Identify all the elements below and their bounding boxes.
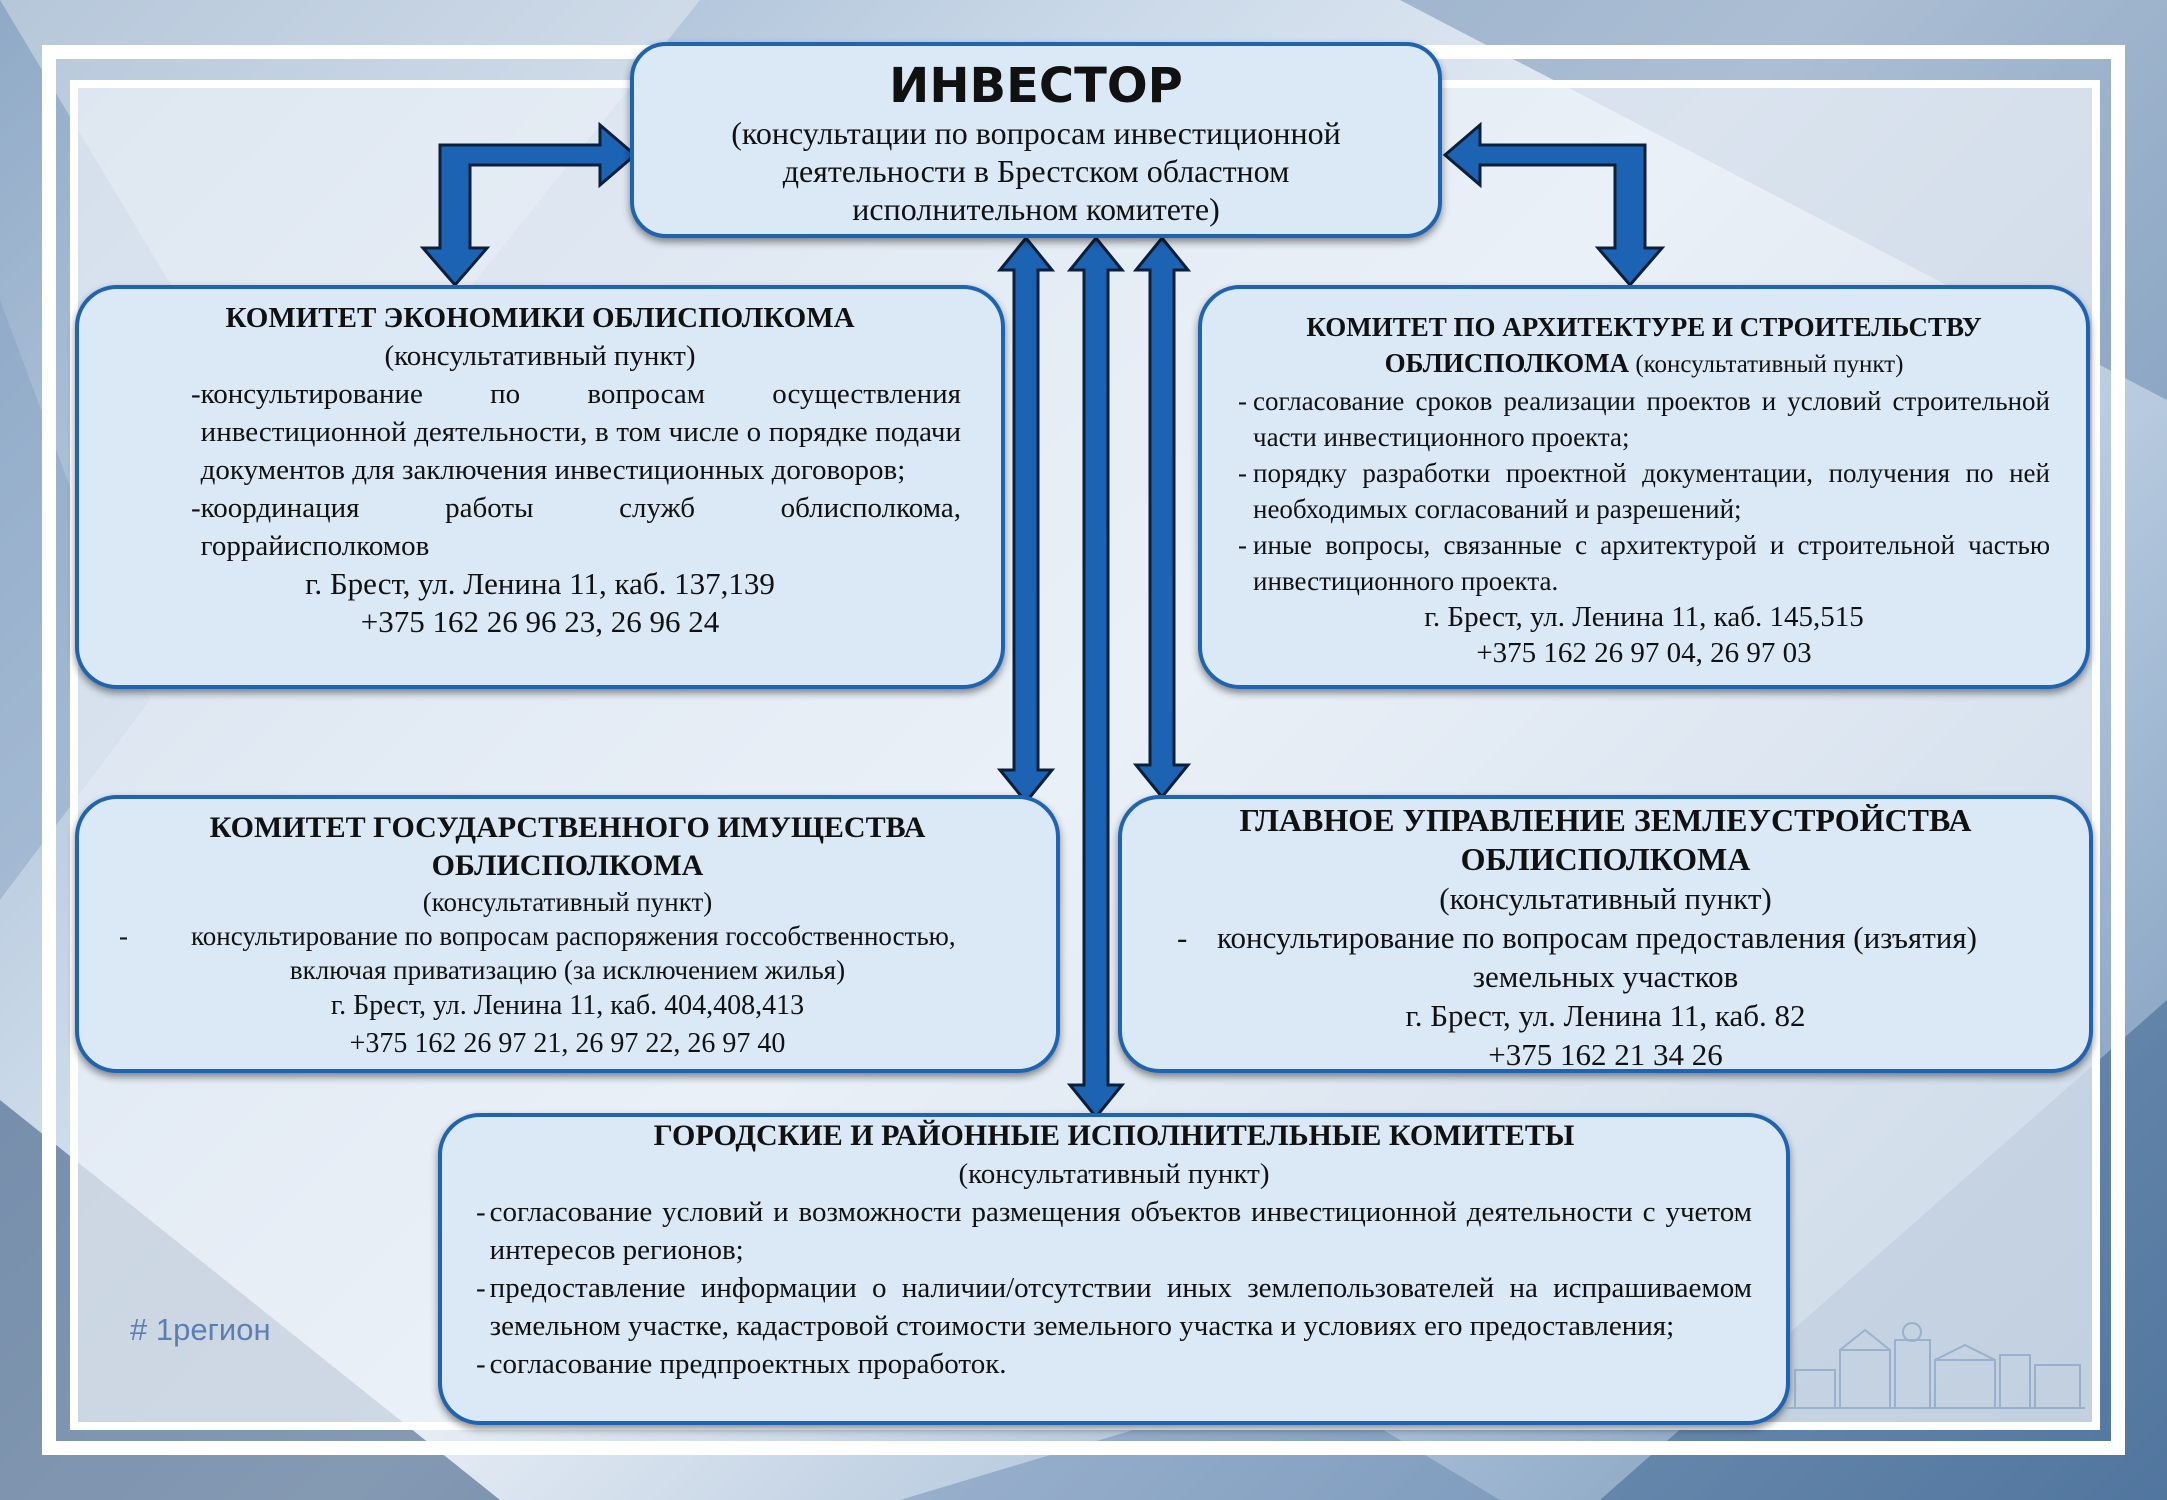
land-address: г. Брест, ул. Ленина 11, каб. 82	[1405, 998, 1806, 1033]
land-item-text: консультирование по вопросам предоставления (изъятия)	[1217, 920, 1977, 955]
land-phone: +375 162 21 34 26	[1488, 1037, 1723, 1072]
land-item-line2: земельных участков	[1472, 959, 1739, 994]
property-item-line1	[79, 919, 1056, 953]
economy-phone: +375 162 26 96 23, 26 96 24	[360, 604, 720, 639]
investor-subtitle-line3: исполнительном комитете)	[852, 191, 1220, 227]
architecture-phone: +375 162 26 97 04, 26 97 03	[1476, 637, 1812, 669]
district-subtitle: (консультативный пункт)	[958, 1158, 1270, 1190]
district-item-text: согласование предпроектных проработок.	[489, 1348, 1007, 1380]
district-committees-box	[438, 1113, 1790, 1425]
district-item-3	[476, 1345, 1752, 1383]
land-title-line1: ГЛАВНОЕ УПРАВЛЕНИЕ ЗЕМЛЕУСТРОЙСТВА	[1239, 802, 1972, 838]
bullet-dash: -	[1238, 386, 1247, 416]
property-item-line2: включая приватизацию (за исключением жилья)	[289, 955, 846, 985]
land-item-line1	[1122, 918, 2089, 957]
economy-item-text: координация работы служб облисполкома, горрайисполкомов	[200, 492, 961, 562]
architecture-subtitle: (консультативный пункт)	[1629, 351, 1904, 378]
district-item-2	[476, 1269, 1752, 1345]
architecture-item-1	[1238, 383, 2050, 455]
bullet-dash: -	[191, 378, 201, 410]
land-subtitle: (консультативный пункт)	[1439, 881, 1772, 916]
bullet-dash: -	[476, 1196, 486, 1228]
land-title-line2: ОБЛИСПОЛКОМА	[1460, 841, 1751, 877]
economy-subtitle: (консультативный пункт)	[384, 340, 696, 372]
architecture-title-org: ОБЛИСПОЛКОМА	[1384, 348, 1630, 378]
bullet-dash: -	[191, 492, 201, 524]
property-address: г. Брест, ул. Ленина 11, каб. 404,408,413	[330, 990, 805, 1021]
district-item-text: согласование условий и возможности размещения объектов инвестиционной деятельности с учетом интересов регионов;	[489, 1196, 1752, 1266]
bullet-dash: -	[1238, 530, 1247, 560]
economy-item-2	[119, 489, 961, 565]
investor-box	[630, 42, 1442, 238]
bullet-dash: -	[476, 1272, 486, 1304]
economy-item-text: консультирование по вопросам осуществления инвестиционной деятельности, в том числе о порядке подачи документов для заключения инвестиционных договоров;	[200, 378, 961, 486]
architecture-title-line2	[1238, 345, 2050, 383]
architecture-item-text: порядку разработки проектной документации, получения по ней необходимых согласований и разрешений;	[1253, 458, 2050, 524]
district-title: ГОРОДСКИЕ И РАЙОННЫЕ ИСПОЛНИТЕЛЬНЫЕ КОМИТЕТЫ	[653, 1119, 1575, 1152]
investor-title: ИНВЕСТОР	[889, 58, 1183, 114]
bullet-dash: -	[476, 1348, 486, 1380]
architecture-address: г. Брест, ул. Ленина 11, каб. 145,515	[1424, 601, 1864, 633]
architecture-item-text: иные вопросы, связанные с архитектурой и строительной частью инвестиционного проекта.	[1253, 530, 2050, 596]
land-management-box	[1118, 795, 2093, 1073]
investor-subtitle-line2: деятельности в Брестском областном	[782, 153, 1290, 189]
architecture-committee-box	[1198, 285, 2090, 689]
bullet-dash: -	[1238, 458, 1247, 488]
investor-subtitle-line1: (консультации по вопросам инвестиционной	[731, 115, 1341, 151]
property-item-text: консультирование по вопросам распоряжения госсобственностью,	[191, 921, 956, 951]
district-item-text: предоставление информации о наличии/отсутствии иных землепользователей на испрашиваемом земельном участке, кадастровой стоимости земельного участка и условиях его предоставления;	[489, 1272, 1752, 1342]
property-phone: +375 162 26 97 21, 26 97 22, 26 97 40	[349, 1028, 786, 1059]
property-committee-box	[75, 795, 1060, 1073]
district-item-1	[476, 1193, 1752, 1269]
bullet-dash: -	[119, 921, 128, 951]
city-skyline-illustration	[1785, 1310, 2085, 1410]
architecture-item-3	[1238, 527, 2050, 599]
property-title-line2: ОБЛИСПОЛКОМА	[431, 849, 704, 882]
economy-item-1	[119, 375, 961, 489]
architecture-item-2	[1238, 455, 2050, 527]
economy-committee-box	[75, 285, 1005, 689]
hashtag-label: # 1регион	[130, 1312, 271, 1347]
bullet-dash: -	[1177, 920, 1188, 955]
architecture-item-text: согласование сроков реализации проектов и условий строительной части инвестиционного проекта;	[1253, 386, 2050, 452]
economy-address: г. Брест, ул. Ленина 11, каб. 137,139	[305, 566, 775, 601]
architecture-title-line1: КОМИТЕТ ПО АРХИТЕКТУРЕ И СТРОИТЕЛЬСТВУ	[1306, 312, 1982, 342]
property-subtitle: (консультативный пункт)	[422, 887, 713, 917]
property-title-line1: КОМИТЕТ ГОСУДАРСТВЕННОГО ИМУЩЕСТВА	[209, 811, 926, 844]
economy-title: КОМИТЕТ ЭКОНОМИКИ ОБЛИСПОЛКОМА	[225, 302, 855, 334]
